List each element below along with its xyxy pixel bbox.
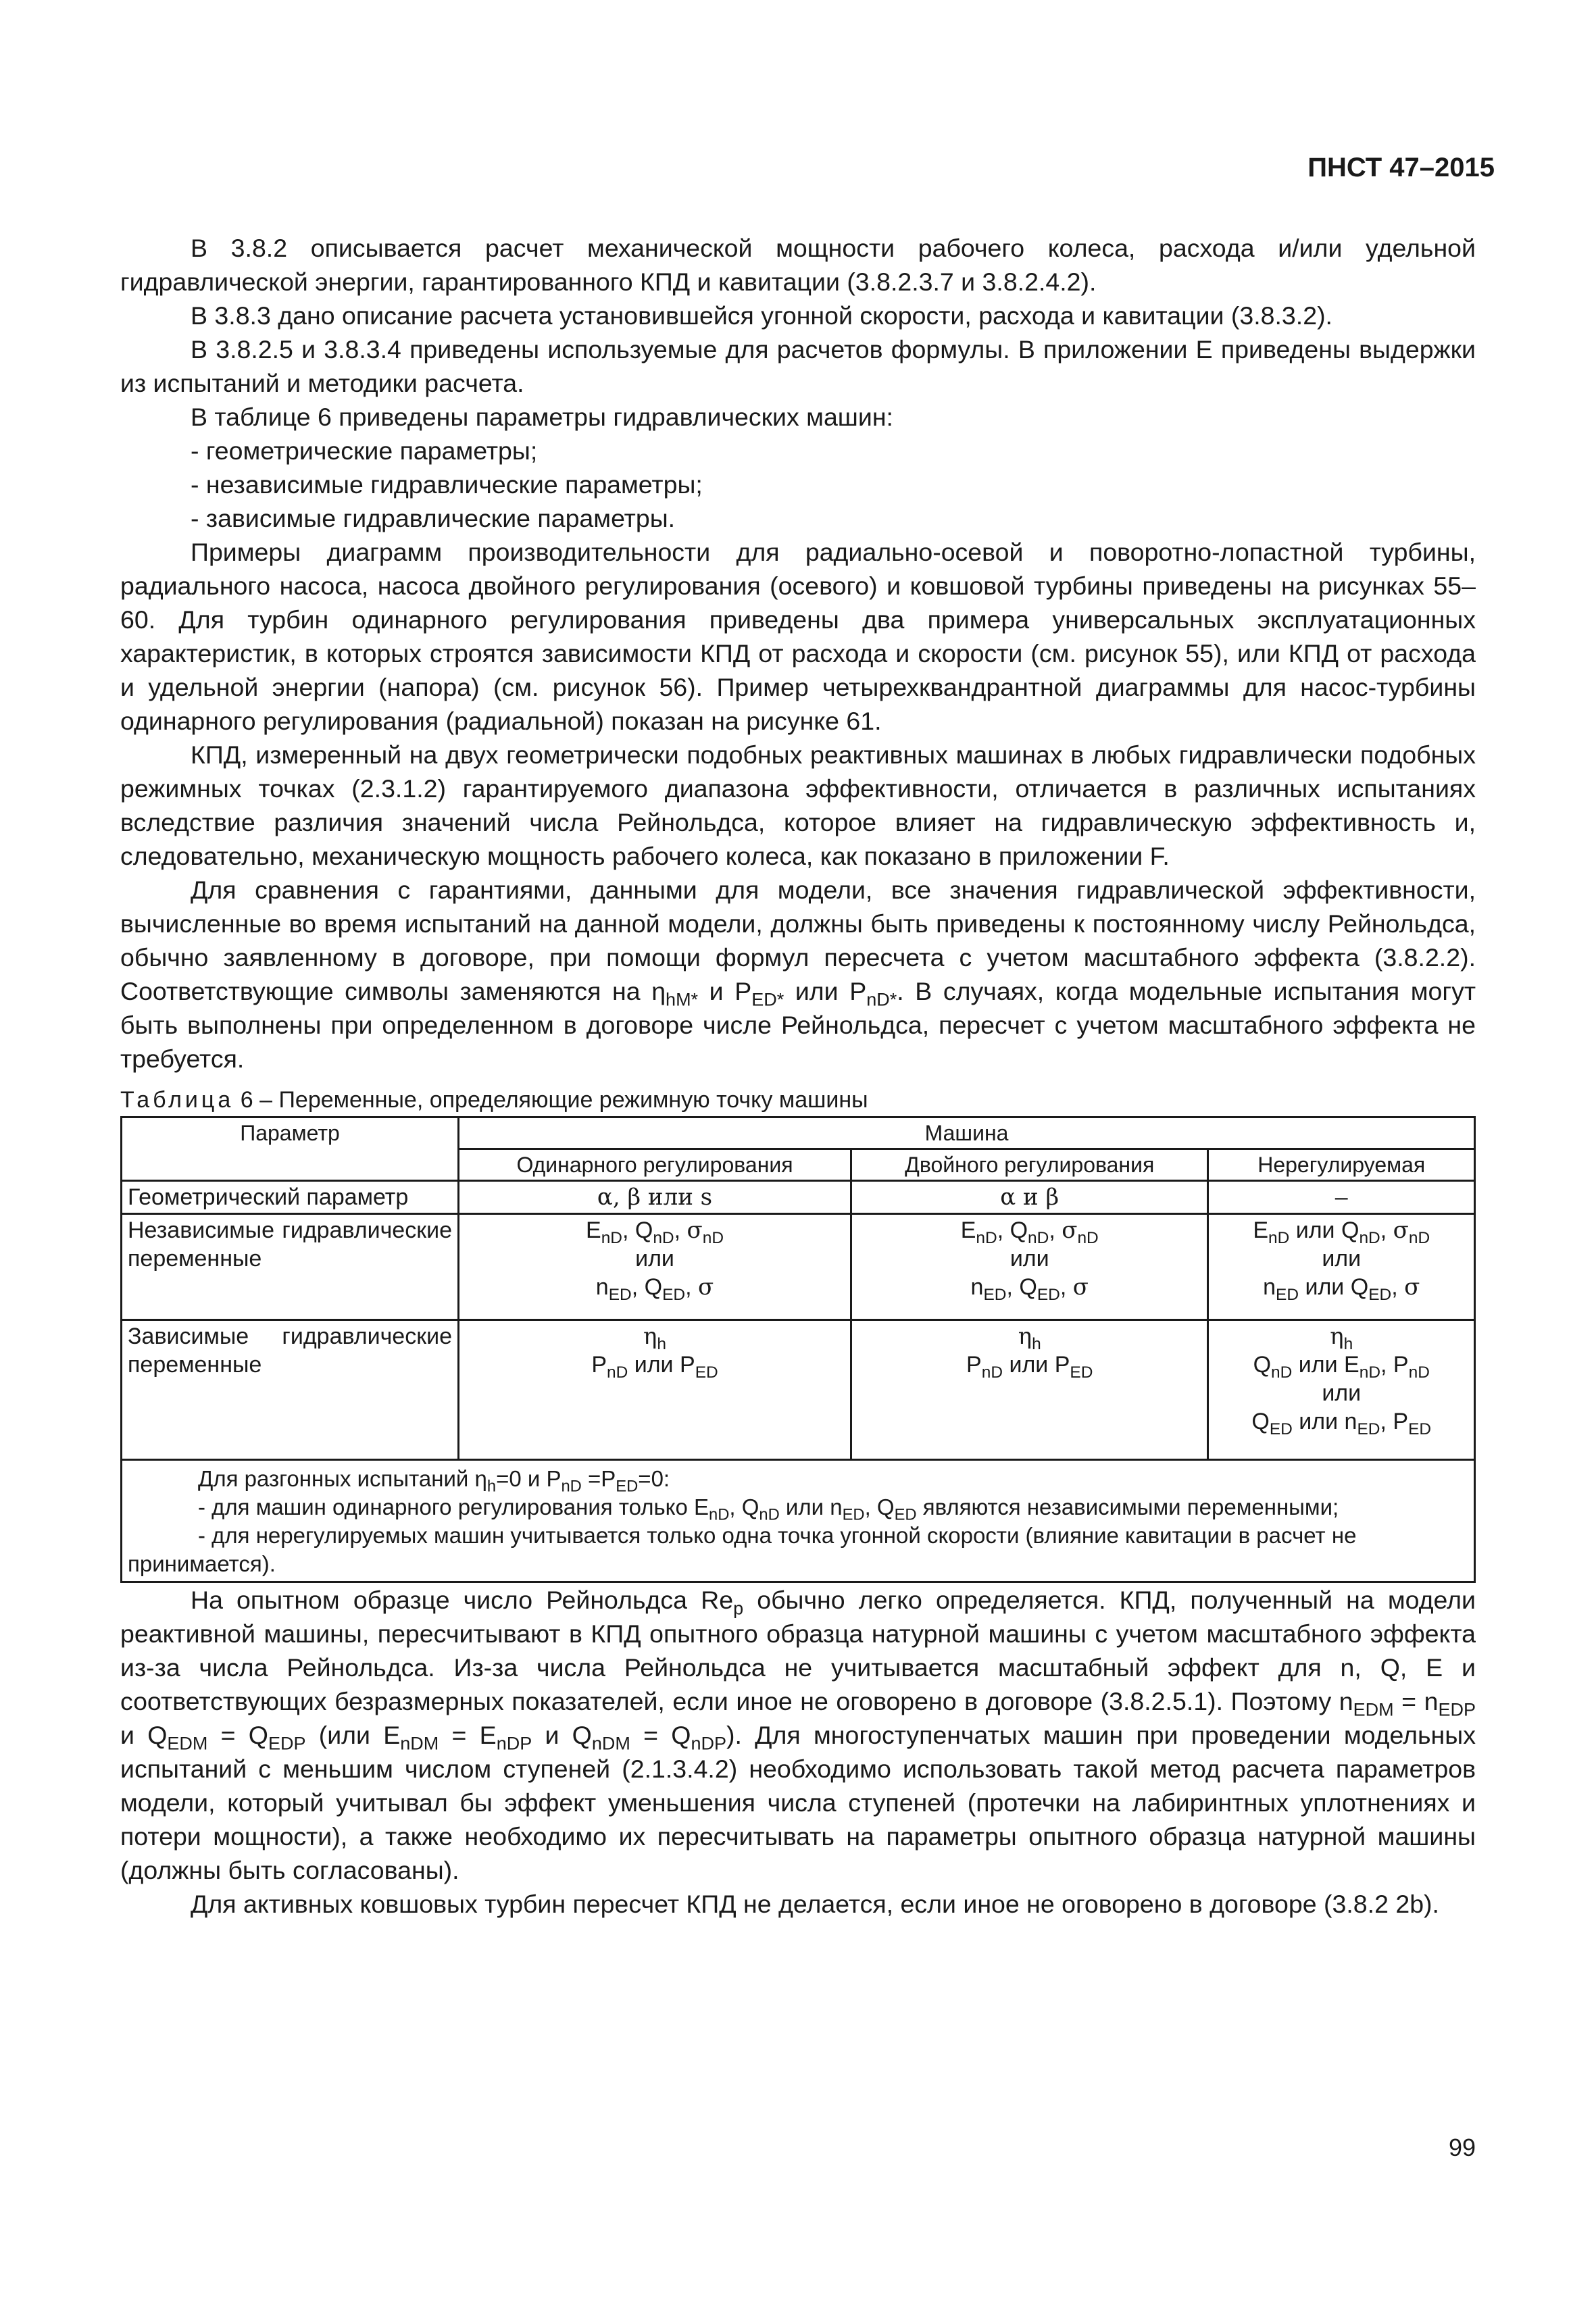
- paragraph-reynolds: На опытном образце число Рейнольдса $Re_p$ обычно легко определяется. КПД, полученный на модели реактивной машины, пересчитывают в КПД опытного образца натурной машины с учетом масштабного эффекта из-за числа Рейнольдса. Из-за числа Рейнольдса не учитывается масштабный эффект для n, Q, E и соответствующих безразмерных показателей, если иное не оговорено в договоре (3.8.2.5.1). Поэтому $n_{EDM} = n_{EDP}$ и $Q_{EDM} = Q_{EDP}$ (или $E_{nDM} = E_{nDP}$ и $Q_{nDM} = Q_{nDP}$). Для многоступенчатых машин при проведении модельных испытаний с меньшим числом ступеней (2.1.3.4.2) необходимо использовать такой метод расчета параметров модели, который учитывал бы эффект уменьшения числа ступеней (протечки на лабиринтных уплотнениях и потери мощности), а также необходимо их пересчитывать на параметры опытного образца натурной машины (должны быть согласованы).: [120, 1586, 1476, 1884]
- page-content: [120, 231, 1476, 1921]
- note-line-1: Для разгонных испытаний $\eta_h=0$ и $P_{nD} =P_{ED}=0$:: [198, 1466, 670, 1496]
- header-double-regulation: Двойного регулирования: [851, 1149, 1208, 1181]
- header-parameter: Параметр: [122, 1117, 459, 1181]
- row-label-geometric: Геометрический параметр: [122, 1181, 459, 1214]
- independent-unregulated: $E_{nD}$ или $Q_{nD}$, $\sigma_{nD}$ или $n_{ED}$ или $Q_{ED}$, σ: [1208, 1214, 1475, 1320]
- dependent-double: $\eta_h$ $P_{nD}$ или $P_{ED}$: [851, 1320, 1208, 1460]
- header-unregulated: Нерегулируемая: [1208, 1149, 1475, 1181]
- paragraph: Примеры диаграмм производительности для радиально-осевой и поворотно-лопастной турбины, радиального насоса, насоса двойного регулирования (осевого) и ковшовой турбины приведены на рисунках 55–60. Для турбин одинарного регулирования приведены два примера универсальных эксплуатационных характеристик, в которых строятся зависимости КПД от расхода и скорости (см. рисунок 55), или КПД от расхода и удельной энергии (напора) (см. рисунок 56). Пример четырехквандрантной диаграммы для насос-турбины одинарного регулирования (радиальной) показан на рисунке 61.: [120, 538, 1476, 735]
- geometric-single: α, β или s: [459, 1181, 851, 1214]
- paragraph: КПД, измеренный на двух геометрически подобных реактивных машинах в любых гидравлически подобных режимных точках (2.3.1.2) гарантируемого диапазона эффективности, отличается в различных испытаниях вследствие различия значений числа Рейнольдса, которое влияет на гидравлическую эффективность и, следовательно, механическую мощность рабочего колеса, как показано в приложении F.: [120, 740, 1476, 870]
- row-label-dependent: Зависимые гидравлические переменные: [122, 1320, 459, 1460]
- page-number: 99: [1448, 2134, 1476, 2161]
- paragraph-pelton: Для активных ковшовых турбин пересчет КПД не делается, если иное не оговорено в договоре (3.8.2 2b).: [191, 1890, 1439, 1918]
- independent-single: $E_{nD}$, $Q_{nD}$, $\sigma_{nD}$ или $n_{ED}$, $Q_{ED}$, σ: [459, 1214, 851, 1320]
- geometric-double: α и β: [851, 1181, 1208, 1214]
- note-line-3: - для нерегулируемых машин учитывается только одна точка угонной скорости (влияние кавитации в расчет не принимается).: [128, 1523, 1357, 1576]
- paragraph-comparison: Для сравнения с гарантиями, данными для модели, все значения гидравлической эффективности, вычисленные во время испытаний на данной модели, должны быть приведены к постоянному числу Рейнольдса, обычно заявленному в договоре, при помощи формул пересчета с учетом масштабного эффекта (3.8.2.2). Соответствующие символы заменяются на $\eta_{hM*}$ и $P_{ED*}$ или $P_{nD*}$. В случаях, когда модельные испытания могут быть выполнены при определенном в договоре числе Рейнольдса, пересчет с учетом масштабного эффекта не требуется.: [120, 876, 1476, 1073]
- note-line-2: - для машин одинарного регулирования только $E_{nD}$, $Q_{nD}$ или $n_{ED}$, $Q_{ED}$ являются независимыми переменными;: [198, 1494, 1339, 1524]
- paragraph: В 3.8.2 описывается расчет механической мощности рабочего колеса, расхода и/или удельной гидравлической энергии, гарантированного КПД и кавитации (3.8.2.3.7 и 3.8.2.4.2).: [120, 234, 1476, 296]
- paragraph: - геометрические параметры;: [191, 436, 538, 465]
- paragraph: - зависимые гидравлические параметры.: [191, 504, 676, 532]
- paragraph: В 3.8.3 дано описание расчета установившейся угонной скорости, расхода и кавитации (3.8.3.2).: [191, 301, 1332, 330]
- paragraph: В 3.8.2.5 и 3.8.3.4 приведены используемые для расчетов формулы. В приложении Е приведены выдержки из испытаний и методики расчета.: [120, 335, 1476, 397]
- dependent-unregulated: $\eta_h$ $Q_{nD}$ или $E_{nD}$, $P_{nD}$ или $Q_{ED}$ или $n_{ED}$, $P_{ED}$: [1208, 1320, 1475, 1460]
- header-single-regulation: Одинарного регулирования: [459, 1149, 851, 1181]
- table-row: [122, 1181, 1475, 1214]
- dependent-single: $\eta_h$ $P_{nD}$ или $P_{ED}$: [459, 1320, 851, 1460]
- table-row: [122, 1214, 1475, 1320]
- paragraph: - независимые гидравлические параметры;: [191, 470, 703, 499]
- independent-double: $E_{nD}$, $Q_{nD}$, $\sigma_{nD}$ или $n_{ED}$, $Q_{ED}$, σ: [851, 1214, 1208, 1320]
- geometric-unregulated: –: [1208, 1181, 1475, 1214]
- paragraph: В таблице 6 приведены параметры гидравлических машин:: [191, 403, 893, 431]
- intro-paragraphs: [120, 231, 1476, 873]
- table-note: [122, 1460, 1475, 1582]
- header-machine: Машина: [459, 1117, 1475, 1149]
- variables-table: [120, 1116, 1476, 1583]
- table-caption: Таблица 6 – Переменные, определяющие режимную точку машины: [120, 1087, 868, 1113]
- standard-designation: ПНСТ 47–2015: [1307, 153, 1495, 182]
- table-row: [122, 1320, 1475, 1460]
- row-label-independent: Независимые гидравлические переменные: [122, 1214, 459, 1320]
- table-note-row: [122, 1460, 1475, 1582]
